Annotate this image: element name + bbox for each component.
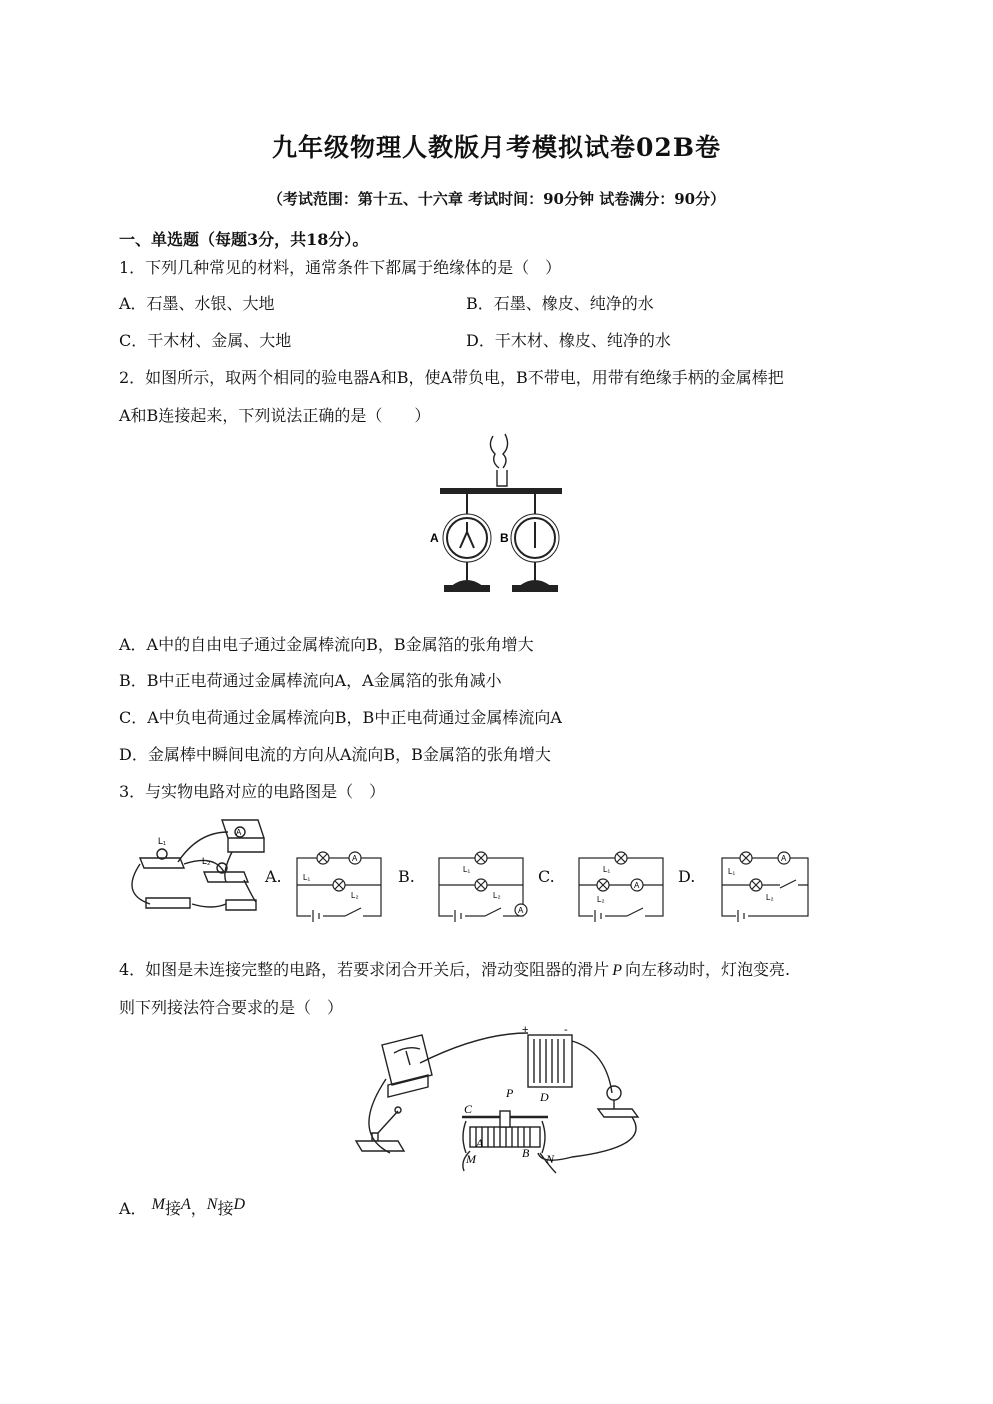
label-n: N	[546, 1152, 555, 1166]
q4-option-a-m: M	[151, 1196, 165, 1213]
label-m: M	[466, 1152, 476, 1166]
rheostat-icon	[462, 1111, 548, 1153]
metal-rod	[440, 488, 562, 494]
q3-option-d-label: D.	[678, 867, 696, 886]
diag-a-l1: L₁	[303, 873, 311, 882]
electroscope-a	[443, 494, 491, 591]
label-a: A	[476, 1136, 484, 1150]
section-heading: 一、单选题（每题3分，共18分）。	[119, 230, 369, 249]
ammeter-icon	[382, 1035, 432, 1097]
q1-option-a: A．石墨、水银、大地	[119, 294, 275, 313]
label-plus: +	[522, 1024, 529, 1036]
diag-b-l2: L₂	[493, 891, 501, 900]
q4-option-a-jie1: 接	[164, 1199, 181, 1218]
label-c: C	[464, 1102, 473, 1116]
real-ammeter-label: A	[236, 828, 242, 837]
q4-var-p: P	[612, 962, 622, 979]
circuit-diagram-d	[720, 850, 812, 920]
diag-c-l2: L₂	[597, 895, 605, 904]
label-b: B	[522, 1146, 530, 1160]
q4-option-a-prefix: A．	[119, 1199, 147, 1218]
circuit-diagram-b	[437, 850, 529, 920]
q2-stem-line2: A和B连接起来，下列说法正确的是（ ）	[119, 406, 431, 425]
exam-info: （考试范围：第十五、十六章 考试时间：90分钟 试卷满分：90分）	[267, 190, 726, 208]
q1-option-b: B．石墨、橡皮、纯净的水	[466, 294, 654, 313]
q3-option-b-label: B.	[398, 867, 415, 886]
label-a: A	[430, 531, 439, 545]
q3-stem: 3．与实物电路对应的电路图是（ ）	[119, 782, 386, 801]
q2-option-d: D．金属棒中瞬间电流的方向从A流向B，B金属箔的张角增大	[119, 745, 551, 764]
q4-stem-part2: 向左移动时，灯泡变亮.	[624, 960, 791, 979]
switch-icon	[356, 1107, 404, 1151]
circuit-diagram-c	[577, 850, 667, 920]
diag-c-l1: L₁	[603, 865, 611, 874]
q4-option-a-d: D	[233, 1196, 246, 1213]
label-d: D	[540, 1090, 549, 1104]
battery-icon	[528, 1035, 572, 1087]
q3-option-c-label: C.	[538, 867, 555, 886]
diag-a-l2: L₂	[351, 891, 359, 900]
label-p: P	[506, 1086, 514, 1100]
q4-option-a-a: A	[181, 1196, 191, 1213]
q4-option-a-comma: ，	[190, 1199, 207, 1218]
electroscope-figure	[425, 430, 575, 600]
q4-option-a	[119, 1196, 245, 1236]
diag-a-ammeter: A	[352, 854, 358, 863]
q4-stem-line1	[119, 957, 790, 980]
electroscope-b	[511, 494, 559, 591]
q2-option-b: B．B中正电荷通过金属棒流向A，A金属箔的张角减小	[119, 671, 502, 690]
diag-d-l1: L₁	[728, 867, 736, 876]
q2-stem-line1: 2．如图所示，取两个相同的验电器A和B，使A带负电，B不带电，用带有绝缘手柄的金属棒把	[119, 368, 784, 387]
diag-d-l2: L₂	[766, 893, 774, 902]
real-l1-label: L₁	[158, 836, 167, 846]
real-l2-label: L₂	[202, 856, 211, 866]
circuit-diagram-a	[295, 850, 385, 920]
q3-option-a-label: A.	[265, 867, 282, 886]
rheostat-circuit-figure	[350, 1025, 645, 1165]
label-b: B	[500, 531, 509, 545]
q4-option-a-n: N	[206, 1196, 218, 1213]
bulb-icon	[598, 1086, 638, 1117]
q1-stem: 1．下列几种常见的材料，通常条件下都属于绝缘体的是（ ）	[119, 258, 562, 277]
q1-option-c: C．干木材、金属、大地	[119, 331, 292, 350]
page-title: 九年级物理人教版月考模拟试卷02B卷	[272, 133, 721, 162]
real-circuit-figure	[122, 812, 267, 920]
diag-b-ammeter: A	[518, 906, 524, 915]
diag-d-ammeter: A	[781, 854, 787, 863]
q4-stem-part1: 4．如图是未连接完整的电路，若要求闭合开关后，滑动变阻器的滑片	[119, 960, 610, 979]
q2-option-a: A．A中的自由电子通过金属棒流向B，B金属箔的张角增大	[119, 635, 534, 654]
q1-option-d: D．干木材、橡皮、纯净的水	[466, 331, 671, 350]
label-minus: -	[564, 1024, 568, 1036]
diag-b-l1: L₁	[463, 865, 471, 874]
q4-option-a-jie2: 接	[217, 1199, 234, 1218]
q4-stem-line2: 则下列接法符合要求的是（ ）	[119, 998, 344, 1017]
hand-icon	[490, 434, 507, 486]
q2-option-c: C．A中负电荷通过金属棒流向B，B中正电荷通过金属棒流向A	[119, 708, 562, 727]
diag-c-ammeter: A	[634, 881, 640, 890]
